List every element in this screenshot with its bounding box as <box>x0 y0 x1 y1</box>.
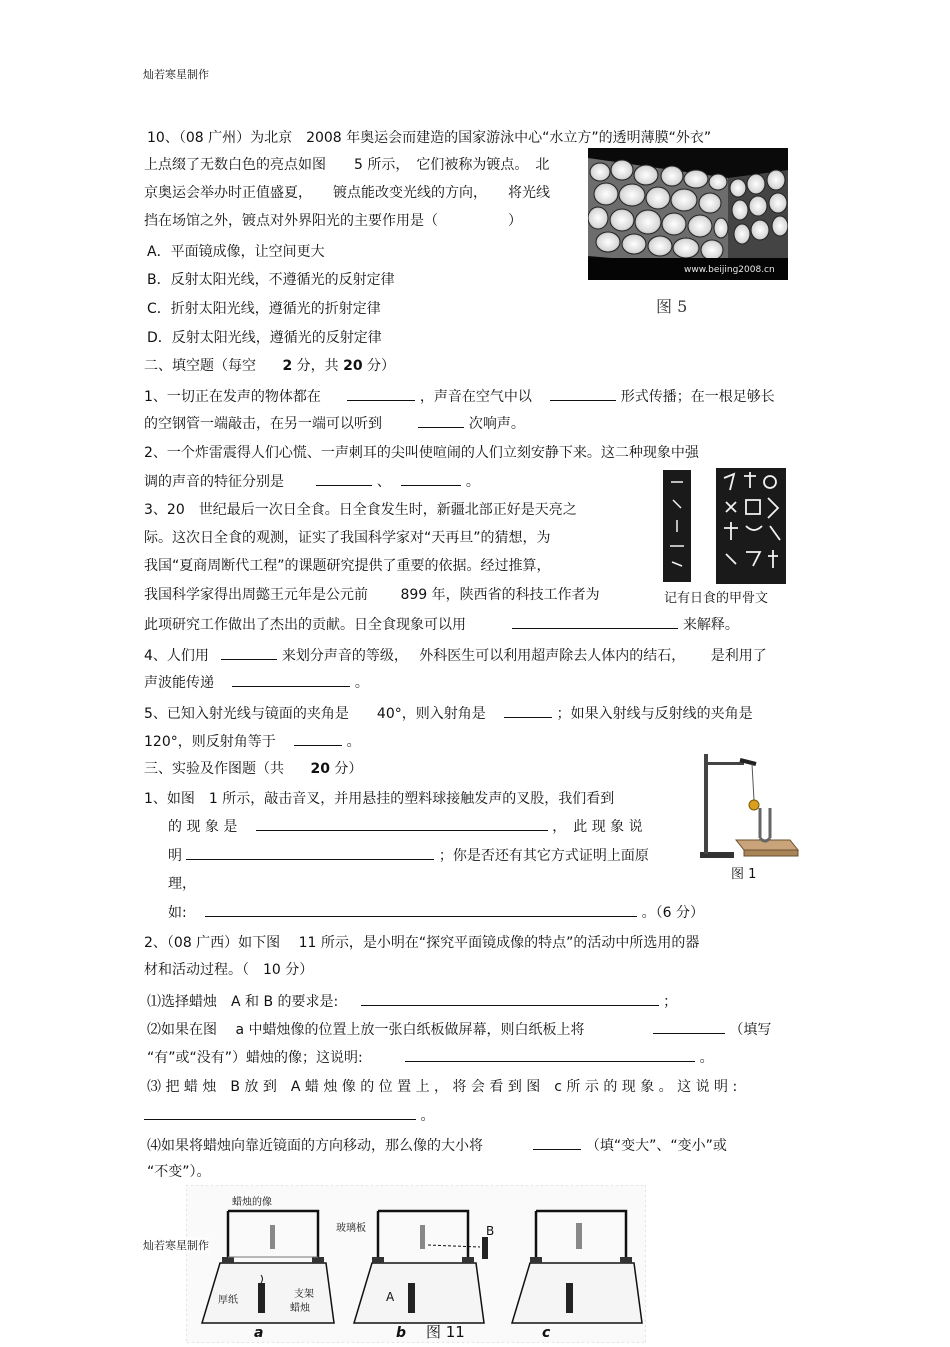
exp2-p4-end: （填“变大”、“变小”或 <box>585 1138 727 1154</box>
fill1-text-a: 1、一切正在发声的物体都在 <box>144 389 321 405</box>
fill1-text-c: 形式传播；在一根足够长 <box>620 389 775 405</box>
exp2-p4-text: ⑷如果将蜡烛向靠近镜面的方向移动，那么像的大小将 <box>147 1138 483 1154</box>
fill5-text-a: 5、已知入射光线与镜面的夹角是 40°，则入射角是 <box>144 706 486 722</box>
label-sub-b: b <box>396 1325 407 1341</box>
fill4-line1 <box>144 645 767 666</box>
exp2-p4-line2: “不变”）。 <box>147 1164 211 1180</box>
label-b: B <box>486 1224 495 1238</box>
q10-option-c: C．折射太阳光线，遵循光的折射定律 <box>147 301 381 317</box>
tuning-fork-figure <box>694 748 804 862</box>
fill3-line2: 际。这次日全食的观测，证实了我国科学家对“天再旦”的猜想，为 <box>144 530 551 546</box>
oracle-bone-right <box>716 468 786 584</box>
fill1-blank-3[interactable] <box>418 413 464 428</box>
fill2-blank-1[interactable] <box>316 471 372 486</box>
fill3-line1: 3、20 世纪最后一次日全食。日全食发生时，新疆北部正好是天亮之 <box>144 502 577 518</box>
oracle-bone-left <box>663 470 691 582</box>
exp2-line1: 2、（08 广西）如下图 11 所示，是小明在“探究平面镜成像的特点”的活动中所选用的器 <box>144 935 700 951</box>
fill4-text-a: 4、人们用 <box>144 648 209 664</box>
q10-option-a: A．平面镜成像，让空间更大 <box>147 244 325 260</box>
figure11 <box>186 1185 646 1343</box>
exp2-p1-text: ⑴选择蜡烛 A 和 B 的要求是: <box>147 994 339 1010</box>
fill1-blank-2[interactable] <box>550 386 616 401</box>
exp2-blank-1[interactable] <box>361 991 659 1006</box>
exp2-p2-end: （填写 <box>729 1022 772 1038</box>
footer-watermark: 灿若寒星制作 <box>143 1239 209 1252</box>
exp1-text-c: 明 <box>168 848 182 864</box>
exp1-line3 <box>168 845 649 866</box>
fill1-text-b: ，声音在空气中以 <box>419 389 532 405</box>
fill2-text-b: 调的声音的特征分别是 <box>144 474 284 490</box>
exp2-blank-5[interactable] <box>533 1135 581 1150</box>
fill3-line4: 我国科学家得出周懿王元年是公元前 899 年，陕西省的科技工作者为 <box>144 587 600 603</box>
figure11-caption: 图 11 <box>426 1323 465 1341</box>
label-glass-plate: 玻璃板 <box>336 1223 366 1234</box>
label-candle: 蜡烛 <box>290 1303 310 1314</box>
fill4-blank-1[interactable] <box>221 645 277 660</box>
exp2-p1 <box>147 991 677 1012</box>
section2-title-suffix: 分） <box>367 358 396 374</box>
exp2-p2-text: ⑵如果在图 a 中蜡烛像的位置上放一张白纸板做屏幕，则白纸板上将 <box>147 1022 585 1038</box>
exp1-text-f: 。（6 分） <box>641 905 704 921</box>
exp2-p3-line2 <box>144 1105 434 1126</box>
fill1-line2 <box>144 413 525 434</box>
label-sub-c: c <box>542 1325 551 1341</box>
label-paper: 厚纸 <box>218 1295 238 1306</box>
exp2-p3-end: 。 <box>420 1108 435 1124</box>
fill5-text-d: 。 <box>346 734 361 750</box>
fill5-blank-2[interactable] <box>294 731 342 746</box>
fill3-text-b: 来解释。 <box>682 617 739 633</box>
fill2-sep: 、 <box>376 474 391 490</box>
exp1-text-e: 如: <box>168 905 187 921</box>
q10-line3: 京奥运会举办时正值盛夏， 镀点能改变光线的方向， 将光线 <box>144 185 550 201</box>
exp2-p3: ⑶ 把 蜡 烛 B 放 到 A 蜡 烛 像 的 位 置 上 ， 将 会 看 到 图 c 所 示 的 现 象 。 这 说 明 : <box>147 1079 738 1095</box>
q10-line1: 10、（08 广州）为北京 2008 年奥运会而建造的国家游泳中心“水立方”的透明薄膜“外衣” <box>147 130 712 146</box>
exp1-line4: 理， <box>168 876 196 892</box>
section2-title-mid: 分，共 <box>296 358 339 374</box>
exp2-p2-text-2: “有”或“没有”）蜡烛的像；这说明: <box>147 1050 363 1066</box>
section2-title <box>144 356 395 376</box>
fill2-blank-2[interactable] <box>401 471 461 486</box>
oracle-caption: 记有日食的甲骨文 <box>664 591 769 606</box>
exp2-line2: 材和活动过程。（ 10 分） <box>144 962 314 978</box>
fill4-text-b: 来划分声音的等级， 外科医生可以利用超声除去人体内的结石， 是利用了 <box>281 648 767 664</box>
fill3-blank[interactable] <box>512 614 678 629</box>
exp1-line2 <box>168 816 643 837</box>
fill2-end: 。 <box>465 474 480 490</box>
fill4-text-d: 。 <box>354 675 369 691</box>
section3-title <box>144 759 362 779</box>
fill5-text-b: ；如果入射线与反射线的夹角是 <box>556 706 753 722</box>
fill2-line1: 2、一个炸雷震得人们心慌、一声刺耳的尖叫使喧闹的人们立刻安静下来。这二种现象中强 <box>144 445 699 461</box>
fill5-blank-1[interactable] <box>504 703 552 718</box>
exp2-p1-end: ； <box>663 994 678 1010</box>
fill4-blank-2[interactable] <box>232 672 350 687</box>
section3-title-suffix: 分） <box>334 761 363 777</box>
exp2-p4 <box>147 1135 727 1156</box>
section2-total: 20 <box>343 358 363 374</box>
exp1-line1: 1、如图 1 所示，敲击音叉，并用悬挂的塑料球接触发声的叉股，我们看到 <box>144 791 615 807</box>
fill5-line1 <box>144 703 753 724</box>
fill1-text-d: 的空钢管一端敲击，在另一端可以听到 <box>144 416 382 432</box>
exp1-blank-2[interactable] <box>186 845 434 860</box>
exp1-blank-1[interactable] <box>256 816 548 831</box>
label-support: 支架 <box>294 1289 314 1300</box>
q10-line4: 挡在场馆之外，镀点对外界阳光的主要作用是（ ） <box>144 213 522 229</box>
exp2-blank-2[interactable] <box>653 1019 725 1034</box>
exp1-line5 <box>168 902 704 923</box>
q10-option-b: B．反射太阳光线，不遵循光的反射定律 <box>147 272 395 288</box>
photo-watermark: www.beijing2008.cn <box>684 265 775 275</box>
fill3-text-a: 此项研究工作做出了杰出的贡献。日全食现象可以用 <box>144 617 466 633</box>
tuning-fork-icon <box>760 808 770 841</box>
exp1-text-b: ， 此 现 象 说 <box>552 819 643 835</box>
fill2-line2 <box>144 471 480 492</box>
label-sub-a: a <box>254 1325 264 1341</box>
exp2-blank-3[interactable] <box>405 1047 695 1062</box>
label-candle-image: 蜡烛的像 <box>232 1197 272 1208</box>
exp2-blank-4[interactable] <box>144 1105 416 1120</box>
exp1-text-d: ；你是否还有其它方式证明上面原 <box>438 848 649 864</box>
q10-option-d: D．反射太阳光线，遵循光的反射定律 <box>147 330 382 346</box>
fill4-text-c: 声波能传递 <box>144 675 214 691</box>
fill1-line1 <box>144 386 775 407</box>
q10-line2: 上点缀了无数白色的亮点如图 5 所示， 它们被称为镀点。 北 <box>144 157 550 173</box>
plastic-ball-icon <box>749 800 759 810</box>
fill5-text-c: 120°，则反射角等于 <box>144 734 276 750</box>
section3-total: 20 <box>310 761 330 777</box>
fill5-line2 <box>144 731 361 752</box>
exp1-text-a: 的 现 象 是 <box>168 819 238 835</box>
label-a: A <box>386 1290 395 1304</box>
fill1-text-e: 次响声。 <box>468 416 525 432</box>
header-watermark: 灿若寒星制作 <box>143 68 209 81</box>
water-cube-photo <box>588 148 788 280</box>
exp1-blank-3[interactable] <box>205 902 637 917</box>
fill3-line5 <box>144 614 739 635</box>
fill4-line2 <box>144 672 369 693</box>
section2-title-prefix: 二、填空题（每空 <box>144 358 256 374</box>
figure1-caption: 图 1 <box>731 867 757 882</box>
exp2-p2-line2 <box>147 1047 714 1068</box>
fill3-line3: 我国“夏商周断代工程”的课题研究提供了重要的依据。经过推算， <box>144 558 551 574</box>
exp2-p2 <box>147 1019 771 1040</box>
exp2-p2-end-2: 。 <box>699 1050 714 1066</box>
section2-points: 2 <box>282 358 293 374</box>
figure5-caption: 图 5 <box>656 297 688 316</box>
section3-title-prefix: 三、实验及作图题（共 <box>144 761 284 777</box>
fill1-blank-1[interactable] <box>347 386 415 401</box>
